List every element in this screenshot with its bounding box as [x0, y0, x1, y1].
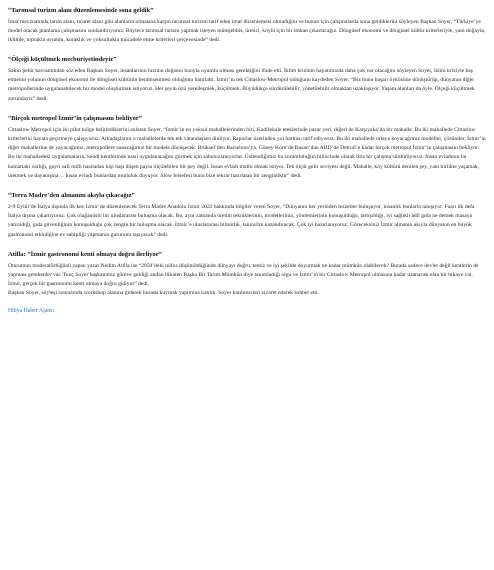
section-paragraph: İmar mevzuatında tarım alanı, ticaret alanı gibi alanların olmasına karşın tarımsal turizmi tarif eden imar düzenlemesi olmadığını ve bunun için çalışmalarda sona geldiklerini söyleyen Başkan Soyer, “Türkiye’ye model olacak planlama çalışmasını sonlandırıyoruz. Böylece tarımsal turizm yapmak isteyen müteşebbis, üretici, köylü için bir imkan çıkartacağız. Döngüsel ekonomi ve döngüsel kültür kriterleriyle, yani doğayla, iklimle, toprakla uyumlu, kuraklık ve yoksullukla mücadele etme kriterleri çerçevesinde” dedi.: [8, 18, 486, 44]
section-olcegi-kucultmek: [8, 55, 486, 104]
section-tarimsal-turizm: [8, 6, 486, 45]
section-metropol: [8, 114, 486, 181]
source-link[interactable]: Hibya Haber Ajansı: [8, 307, 55, 314]
section-atilla: [8, 250, 486, 317]
section-paragraph: Sakin Şehir kavramından söz eden Başkan Soyer, insanlarının hızının doğanın hızıyla uyumlu olması gerektiğini ifade etti. İklim krizinin hayatımızda daha çok var olacağını söyleyen Soyer, iklim kriziyle baş etmenin yolunun döngüsel ekonomi ile döngüsel kültürün benimsenmesi olduğunu hatırlattı. İzmir’in tek Cittaslow Metropol olduğunu kaydeden Soyer, “Biz bunu başarı öyküsüne dönüştürüp, dünyanın diğer metropollerinde uygulanabilecek bir model oluşturmak istiyoruz. Her şeyin özü yerelleşmek, küçülmek. Büyüdükçe sürdürülebilir, yönetilebilir olmaktan uzaklaşıyor. Yaşam alanları da öyle. Ölçeği küçültmek zorundayız” dedi.: [8, 67, 475, 102]
section-heading: “Tarımsal turizm alanı düzenlemesinde sona geldik”: [8, 7, 154, 14]
section-heading: “Terra Madre’den alınanım akıyla çıkacağız”: [8, 192, 135, 200]
section-heading: “Ölçeği küçültmek mecburiyetindeyiz”: [8, 56, 117, 64]
section-terra-madre: [8, 191, 486, 240]
section-paragraph: Cittaslow Metropol için iki pilot bölge belirlediklerini anlatan Soyer, “İzmir’in en yoksul mahallelerinden biri, Kadifekale eteklerinde pazar yeri, diğeri de Karşıyaka’da bir mahalle. Bu iki mahallede Cittaslow kriterlerini hayata geçirmeye çalışıyoruz. Arkadaşlarım o mahallelerde tek tek vatandaşları dinliyor. Raporlar üzerinden yol haritası tarif ediyoruz. Bu iki mahallede ortaya koyacağımız modeller, çözümler, İzmir’in diğer mahallerine de yayacağımız, metropollere sunacağımız bir modele dönüşecek. Brüksel’den Barselona’ya, Güney Kore’de Busan’dan ABD’de Detroit’e kadar birçok metropol İzmir’in çalışmasını bekliyor. Bu iki mahalledeki uygulamaların, kendi kentlerinde nasıl uygulanacağını görmek için sabırsızlanıyorlar. Üstlendiğimiz bu sorumluluğun bilincinde olarak titiz bir çalışma sürdürüyoruz. İnsan evladının bu kainattaki varlığı, gayri safi milli hasıladan kişi başı düşen payla ölçülebilen bir pey değil. İnsan evladı mutlu olmak istiyor. Tek ölçüt gelir seviyesi değil. Mahalle, köy kültürü denilen şey, yani birlikte yaşamak, üretmek ve dayanışma… İnsan evladı bunlardan mutluluk duyuyor. Slow felsefesi bunu bize tekrar hatırlatan bir zenginliktir” dedi.: [8, 126, 486, 180]
section-heading: Atilla: “İzmir gastronomi kenti olmaya doğru ilerliyor”: [8, 251, 162, 259]
closing-paragraph: Başkan Soyer, söyleşi sonrasında workshop alanına giderek burada kuymak yapımına katıldı. Soyer katılımcıları ziyaret ederek sohbet etti.: [8, 290, 319, 297]
section-paragraph: 2-9 Eylül’de İtalya dışında ilk kez İzmir’de düzenlenecek Terra Madre Anadolu İzmir 2022 hakkında bilgiler veren Soyer, “Dünyanın her yerinden lezzetler buluşuyor, insanlık bunlarla tanışıyor. Fuarı ilk defa İtalya dışına çıkartıyoruz. Çok olağanüstü bir uluslararası buluşma olacak. Bu, aynı zamanda üretim tekniklerinin, modellerinin, yöntemlerinin konuşulduğu, tartışıldığı, iyi sağlıklı adil gıda ne demek masaya yatırıldığı, gıda güvenliğinin konuşulduğu çok zengin bir buluşma olacak. İzmir’e uluslararası bilinirlik, tanınırlık kazandıracak. Çok iyi hazırlanıyoruz. Göreceksiniz İzmir alınanın akıyla dünyanın en büyük gastronomi etkinliğine ev sahipliği yapmanın gururunu taşıyacak” dedi.: [8, 203, 475, 238]
section-heading: “Birçok metropol İzmir’in çalışmasını bekliyor”: [8, 115, 142, 123]
section-paragraph: Oturumun moderatörlüğünü yapan yazar Nedim Atilla ise “2050’deki nüfus düşünüldüğünde dünyayı doğru, temiz ve iyi şekilde doyurmak ne kadar mümkün olabilecek? Burada sadece devlet değil kentlerin de yapması gerekenler var. Tunç Soyer başkanımız göreve geldiği andan itibaren Başka Bir Tarım Mümkün diye tanımladığı olgu ve İzmir’in bir Cittaslow Metropol olmasına kadar uzanacak olan bir hikaye var. İzmir, gerçek bir gastronomi kenti olmaya doğru gidiyor” dedi.: [8, 262, 479, 288]
